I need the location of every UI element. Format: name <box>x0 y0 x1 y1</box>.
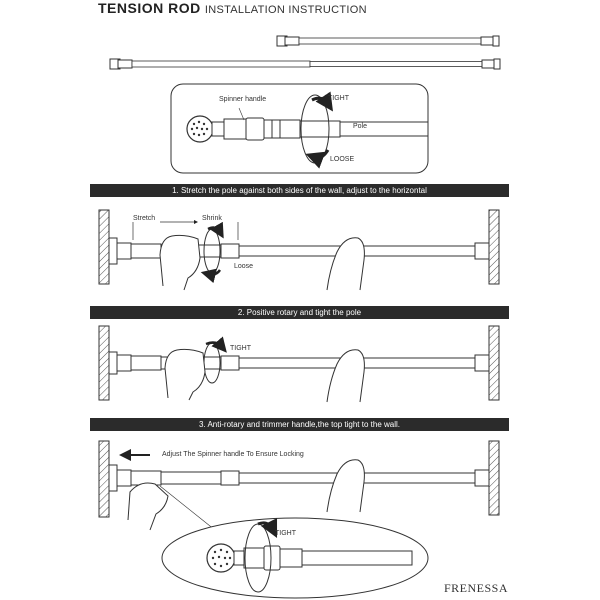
brand-logo: FRENESSA <box>444 581 509 595</box>
step1-banner: 1. Stretch the pole against both sides of the wall, adjust to the horizontal <box>90 184 509 197</box>
rod-short <box>277 36 499 46</box>
rod-long <box>110 59 500 69</box>
adjust-label: Adjust The Spinner handle To Ensure Locking <box>162 451 304 458</box>
stretch-label: Stretch <box>133 215 156 222</box>
page-title <box>98 0 367 16</box>
tight-label: TIGHT <box>328 95 349 102</box>
spinner-handle-label: Spinner handle <box>219 96 267 103</box>
step1-illustration <box>99 210 499 290</box>
pole-label: Pole <box>353 123 368 130</box>
loose-step1-label: Loose <box>234 263 254 270</box>
shrink-label: Shrink <box>202 215 222 222</box>
step3-banner: 3. Anti-rotary and trimmer handle,the top tight to the wall. <box>90 418 509 431</box>
tight-step3-label: TIGHT <box>275 530 296 537</box>
step2-banner: 2. Positive rotary and tight the pole <box>90 306 509 319</box>
title-rest: INSTALLATION INSTRUCTION <box>204 4 367 16</box>
detail-box <box>171 84 428 173</box>
tight-step2-label: TIGHT <box>230 345 251 352</box>
step2-illustration <box>99 326 499 402</box>
title-bold: TENSION ROD <box>98 0 201 16</box>
loose-label: LOOSE <box>330 156 355 163</box>
